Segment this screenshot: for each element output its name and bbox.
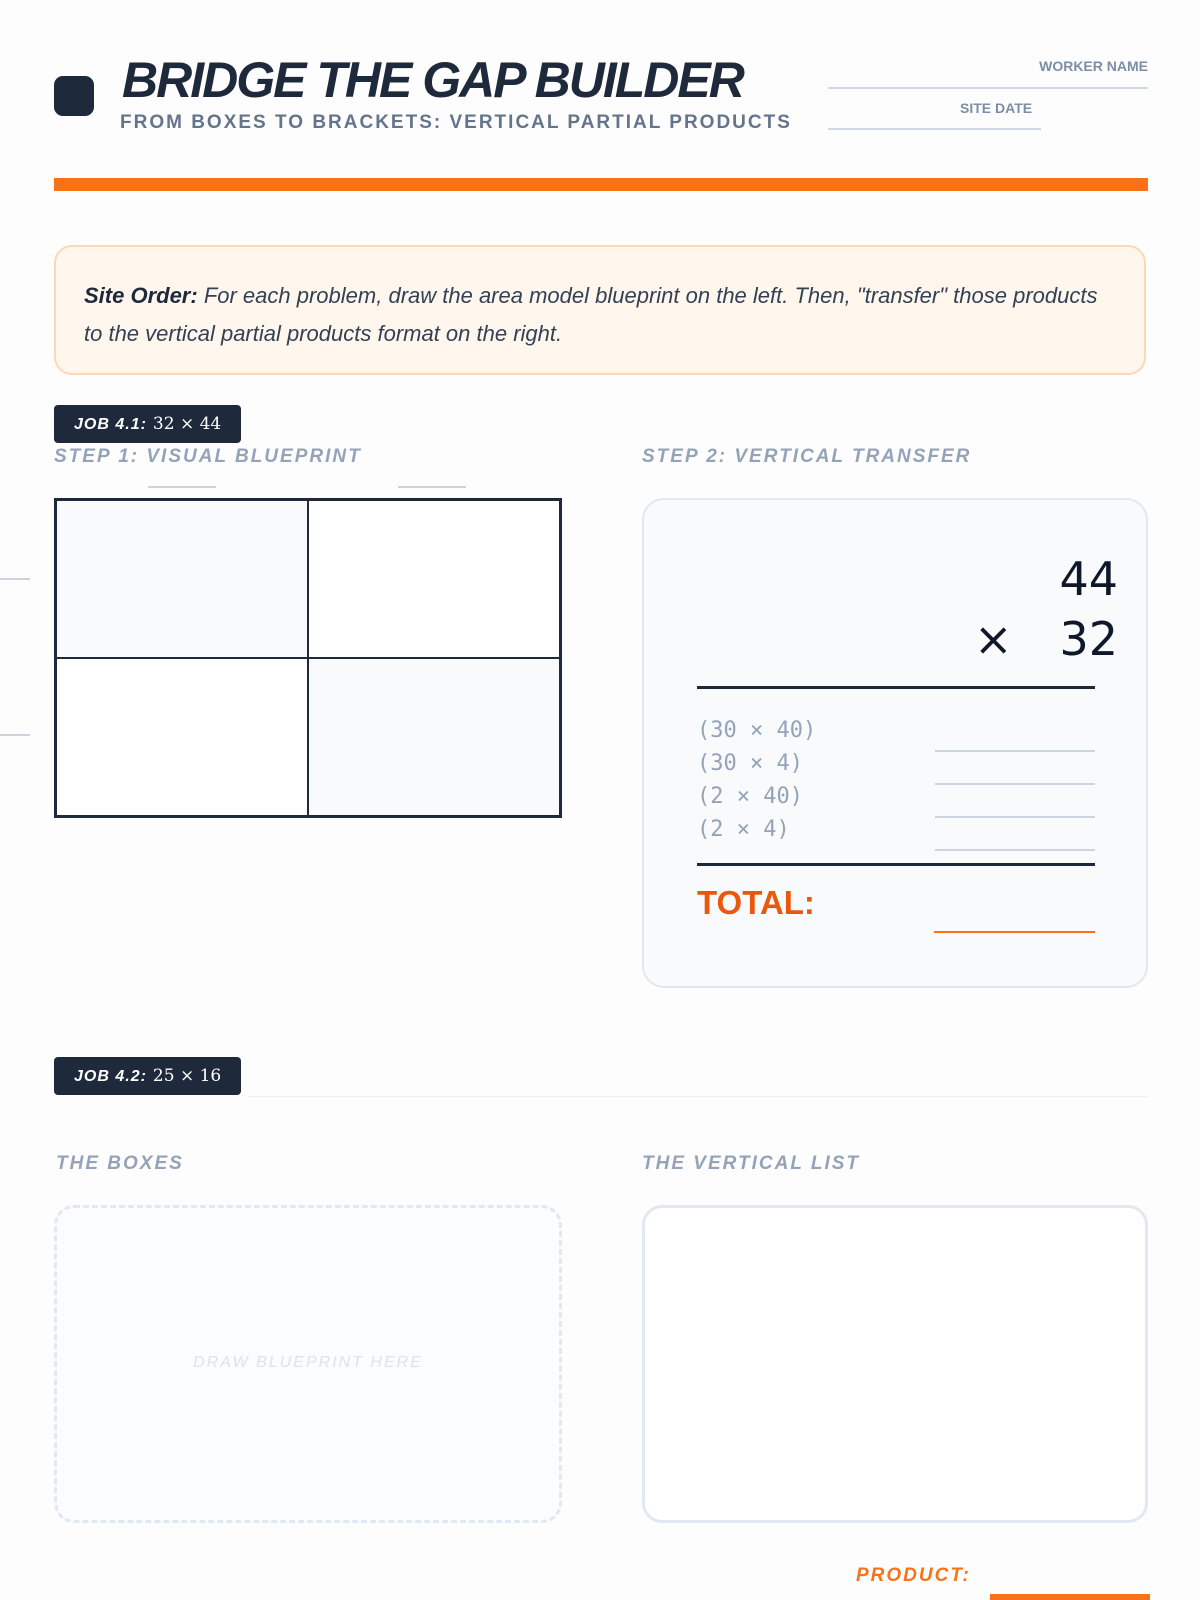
- step2-label: STEP 2: VERTICAL TRANSFER: [642, 446, 972, 467]
- partial-product-expression: (30 × 4): [697, 751, 803, 776]
- total-label: TOTAL:: [697, 884, 815, 921]
- area-cell-top-left[interactable]: [57, 501, 308, 658]
- vertical-list-label: THE VERTICAL LIST: [642, 1153, 861, 1174]
- step1-label: STEP 1: VISUAL BLUEPRINT: [54, 446, 362, 467]
- vertical-list-area[interactable]: [642, 1205, 1148, 1523]
- job-tag-label: JOB 4.1:: [74, 416, 147, 433]
- partial-product-row: [697, 718, 1095, 752]
- logo-square-icon: [54, 76, 94, 116]
- partial-product-expression: (30 × 40): [697, 718, 817, 743]
- draw-blueprint-hint: DRAW BLUEPRINT HERE: [193, 1354, 423, 1371]
- partial-product-expression: (2 × 40): [697, 784, 803, 809]
- page-subtitle: FROM BOXES TO BRACKETS: VERTICAL PARTIAL PRODUCTS: [120, 112, 792, 133]
- blueprint-side-label-line-1[interactable]: [0, 578, 30, 580]
- worker-name-label: WORKER NAME: [1039, 58, 1148, 74]
- site-order-label: Site Order:: [84, 283, 198, 308]
- product-label: PRODUCT:: [856, 1565, 971, 1586]
- site-date-field[interactable]: [828, 128, 1041, 130]
- job-tag-4-2: [54, 1057, 241, 1095]
- partial-product-row: [697, 817, 1095, 851]
- blueprint-top-label-line-1[interactable]: [148, 486, 216, 488]
- site-date-label: SITE DATE: [960, 100, 1033, 116]
- problem-divider: [697, 686, 1095, 689]
- partial-product-row: [697, 784, 1095, 818]
- section-divider: [246, 1096, 1148, 1097]
- partial-product-row: [697, 751, 1095, 785]
- header-divider: [54, 178, 1148, 191]
- job-tag-expression: 32 × 44: [152, 414, 222, 434]
- partial-product-expression: (2 × 4): [697, 817, 790, 842]
- area-cell-bottom-left[interactable]: [57, 658, 308, 815]
- area-model-grid: [54, 498, 562, 818]
- job-tag-label: JOB 4.2:: [74, 1068, 147, 1085]
- times-sign: ×: [974, 612, 1013, 666]
- site-order-box: [54, 245, 1146, 375]
- blueprint-top-label-line-2[interactable]: [398, 486, 466, 488]
- page-title: BRIDGE THE GAP BUILDER: [122, 52, 743, 108]
- total-answer-line[interactable]: [934, 931, 1095, 933]
- multiplier: 32: [1059, 612, 1118, 666]
- job-tag-4-1: [54, 405, 241, 443]
- worker-name-field[interactable]: [828, 87, 1148, 89]
- blueprint-drawing-area[interactable]: [54, 1205, 562, 1523]
- area-cell-bottom-right[interactable]: [308, 658, 559, 815]
- boxes-label: THE BOXES: [56, 1153, 184, 1174]
- multiplicand: 44: [1059, 552, 1118, 606]
- job-tag-expression: 25 × 16: [152, 1066, 222, 1086]
- site-order-text: For each problem, draw the area model blueprint on the left. Then, "transfer" those products to the vertical partial products format on the right.: [84, 283, 1098, 346]
- total-divider: [697, 863, 1095, 866]
- area-cell-top-right[interactable]: [308, 501, 559, 658]
- partial-product-answer-line[interactable]: [935, 849, 1095, 851]
- product-answer-line[interactable]: [990, 1594, 1150, 1600]
- blueprint-side-label-line-2[interactable]: [0, 734, 30, 736]
